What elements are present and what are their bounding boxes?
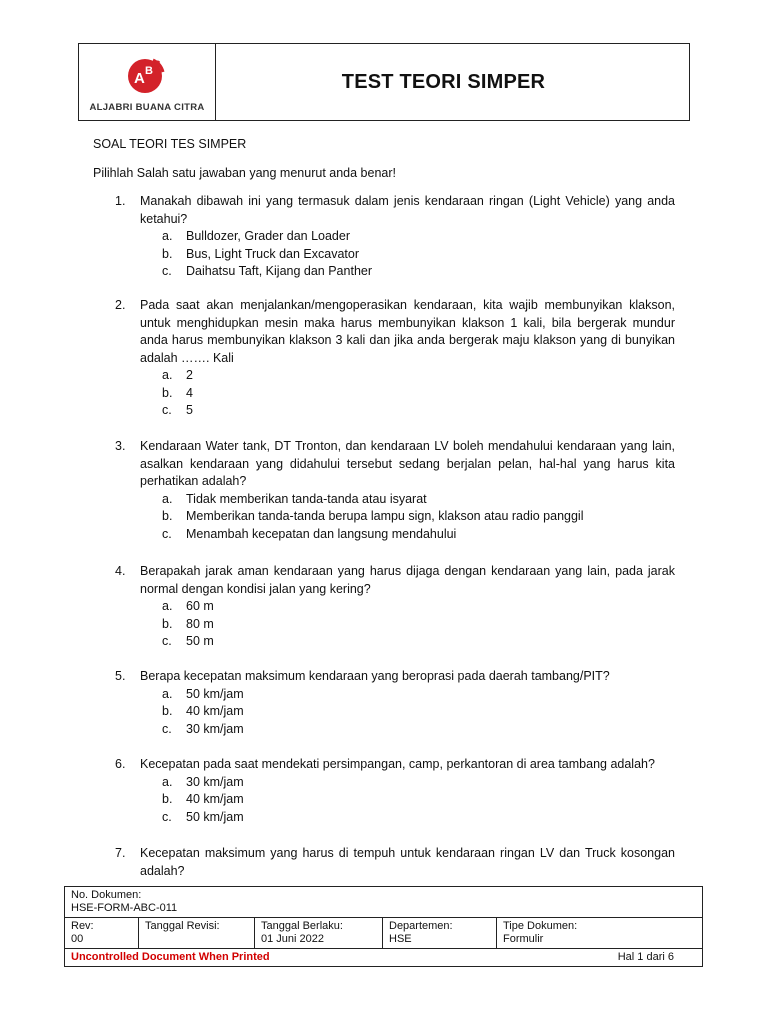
option-c[interactable]	[162, 402, 675, 420]
doc-type-cell	[497, 918, 702, 948]
question-6	[115, 756, 675, 839]
options-list	[162, 491, 675, 544]
doc-number-cell	[65, 887, 702, 917]
option-c[interactable]	[162, 526, 675, 544]
question-number: 7.	[115, 846, 126, 860]
effective-date-value: 01 Juni 2022	[261, 933, 324, 945]
options-list	[162, 686, 675, 739]
option-a[interactable]	[162, 598, 675, 616]
option-letter: b.	[162, 509, 173, 523]
option-text: Bus, Light Truck dan Excavator	[186, 246, 360, 261]
option-letter: b.	[162, 704, 173, 718]
logo-letter-b: B	[145, 65, 153, 77]
option-text: 30 km/jam	[186, 721, 244, 736]
question-number: 6.	[115, 757, 126, 771]
option-c[interactable]	[162, 263, 675, 281]
title-cell	[216, 44, 689, 120]
option-text: 50 km/jam	[186, 686, 244, 701]
option-letter: c.	[162, 403, 172, 417]
department-cell	[383, 918, 497, 948]
option-letter: b.	[162, 385, 173, 400]
option-text: 30 km/jam	[186, 774, 244, 789]
option-text: 50 m	[186, 634, 214, 648]
option-letter: c.	[162, 721, 172, 736]
option-letter: c.	[162, 634, 172, 648]
section-title: SOAL TEORI TES SIMPER	[93, 137, 247, 151]
uncontrolled-notice: Uncontrolled Document When Printed	[71, 951, 270, 963]
logo-text: ALJABRI BUANA CITRA	[89, 102, 205, 113]
option-letter: c.	[162, 526, 172, 541]
options-list	[162, 367, 675, 420]
option-b[interactable]	[162, 791, 675, 809]
instruction-text: Pilihlah Salah satu jawaban yang menurut anda benar!	[93, 166, 396, 180]
option-text: 80 m	[186, 616, 214, 631]
effective-date-cell	[255, 918, 383, 948]
option-text: Memberikan tanda-tanda berupa lampu sign, klakson atau radio panggil	[186, 509, 584, 523]
question-1	[115, 193, 675, 293]
question-4	[115, 563, 675, 663]
question-text: Manakah dibawah ini yang termasuk dalam jenis kendaraan ringan (Light Vehicle) yang anda ketahui?	[140, 194, 675, 226]
option-letter: b.	[162, 792, 173, 806]
question-text: Berapakah jarak aman kendaraan yang harus dijaga dengan kendaraan yang lain, pada jarak normal dengan kondisi jalan yang kering?	[140, 564, 675, 596]
question-text: Kecepatan pada saat mendekati persimpangan, camp, perkantoran di area tambang adalah?	[140, 757, 655, 771]
option-text: Menambah kecepatan dan langsung mendahului	[186, 526, 457, 541]
option-letter: c.	[162, 809, 172, 824]
option-letter: b.	[162, 246, 173, 261]
option-letter: a.	[162, 599, 173, 613]
option-a[interactable]	[162, 686, 675, 704]
rev-cell	[65, 918, 139, 948]
option-letter: a.	[162, 229, 173, 243]
doc-number-value: HSE-FORM-ABC-011	[71, 902, 178, 914]
options-list	[162, 228, 675, 281]
question-7	[115, 845, 675, 880]
question-number: 4.	[115, 564, 126, 578]
question-text: Berapa kecepatan maksimum kendaraan yang beroprasi pada daerah tambang/PIT?	[140, 669, 610, 683]
option-text: 4	[186, 385, 193, 400]
options-list	[162, 774, 675, 827]
option-letter: a.	[162, 686, 173, 701]
document-title: TEST TEORI SIMPER	[341, 70, 546, 93]
footer-row-meta	[65, 918, 702, 949]
doc-type-value: Formulir	[503, 933, 544, 945]
document-header	[78, 43, 690, 121]
footer-row-docno	[65, 887, 702, 918]
question-3	[115, 438, 675, 556]
option-a[interactable]	[162, 367, 675, 385]
question-5	[115, 668, 675, 751]
option-text: 50 km/jam	[186, 809, 244, 824]
option-b[interactable]	[162, 703, 675, 721]
question-number: 3.	[115, 439, 126, 453]
document-footer	[64, 886, 703, 967]
option-b[interactable]	[162, 508, 675, 526]
option-a[interactable]	[162, 774, 675, 792]
option-b[interactable]	[162, 246, 675, 264]
question-number: 2.	[115, 298, 126, 312]
option-letter: a.	[162, 491, 173, 506]
revision-date-cell	[139, 918, 255, 948]
revision-date-label: Tanggal Revisi:	[145, 920, 220, 932]
company-logo	[123, 54, 169, 96]
option-c[interactable]	[162, 721, 675, 739]
option-text: 2	[186, 368, 193, 382]
option-letter: b.	[162, 616, 173, 631]
revision-date-value	[145, 933, 248, 946]
page-number: Hal 1 dari 6	[617, 951, 674, 963]
logo-cell	[79, 44, 216, 120]
option-text: Bulldozer, Grader dan Loader	[186, 229, 350, 243]
doc-number-label: No. Dokumen:	[71, 889, 142, 901]
option-text: Daihatsu Taft, Kijang dan Panther	[186, 264, 373, 278]
question-number: 1.	[115, 194, 126, 208]
option-b[interactable]	[162, 616, 675, 634]
option-b[interactable]	[162, 385, 675, 403]
options-list	[162, 598, 675, 651]
option-text: 40 km/jam	[186, 704, 244, 718]
option-text: 5	[186, 403, 193, 417]
department-label: Departemen:	[389, 920, 453, 932]
option-letter: a.	[162, 774, 173, 789]
option-c[interactable]	[162, 633, 675, 651]
question-text: Pada saat akan menjalankan/mengoperasikan kendaraan, kita wajib membunyikan klakson, untuk menghidupkan mesin maka harus membunyikan klakson 1 kali, bila bergerak mundur anda harus membunyikan klakson 3 kali dan jika anda bergerak maju klakson yang di bunyikan adalah ……. Kali	[140, 298, 675, 365]
question-text: Kendaraan Water tank, DT Tronton, dan kendaraan LV boleh mendahului kendaraan yang lain, asalkan kendaraan yang didahului tersebut sedang berjalan pelan, hal-hal yang harus kita perhatikan adalah?	[140, 439, 675, 488]
doc-type-label: Tipe Dokumen:	[503, 920, 578, 932]
option-letter: c.	[162, 264, 172, 278]
effective-date-label: Tanggal Berlaku:	[261, 920, 343, 932]
option-letter: a.	[162, 368, 173, 382]
logo-letter-c: C	[154, 59, 161, 69]
question-number: 5.	[115, 669, 126, 683]
option-c[interactable]	[162, 809, 675, 827]
logo-letter-a: A	[134, 70, 145, 87]
option-a[interactable]	[162, 228, 675, 246]
option-text: 40 km/jam	[186, 792, 244, 806]
question-text: Kecepatan maksimum yang harus di tempuh untuk kendaraan ringan LV dan Truck kosongan adalah?	[140, 846, 675, 878]
option-text: Tidak memberikan tanda-tanda atau isyarat	[186, 491, 427, 506]
option-a[interactable]	[162, 491, 675, 509]
rev-value: 00	[71, 933, 84, 945]
question-2	[115, 297, 675, 432]
option-text: 60 m	[186, 599, 214, 613]
department-value: HSE	[389, 933, 412, 945]
footer-row-status	[65, 949, 702, 966]
rev-label: Rev:	[71, 920, 94, 932]
